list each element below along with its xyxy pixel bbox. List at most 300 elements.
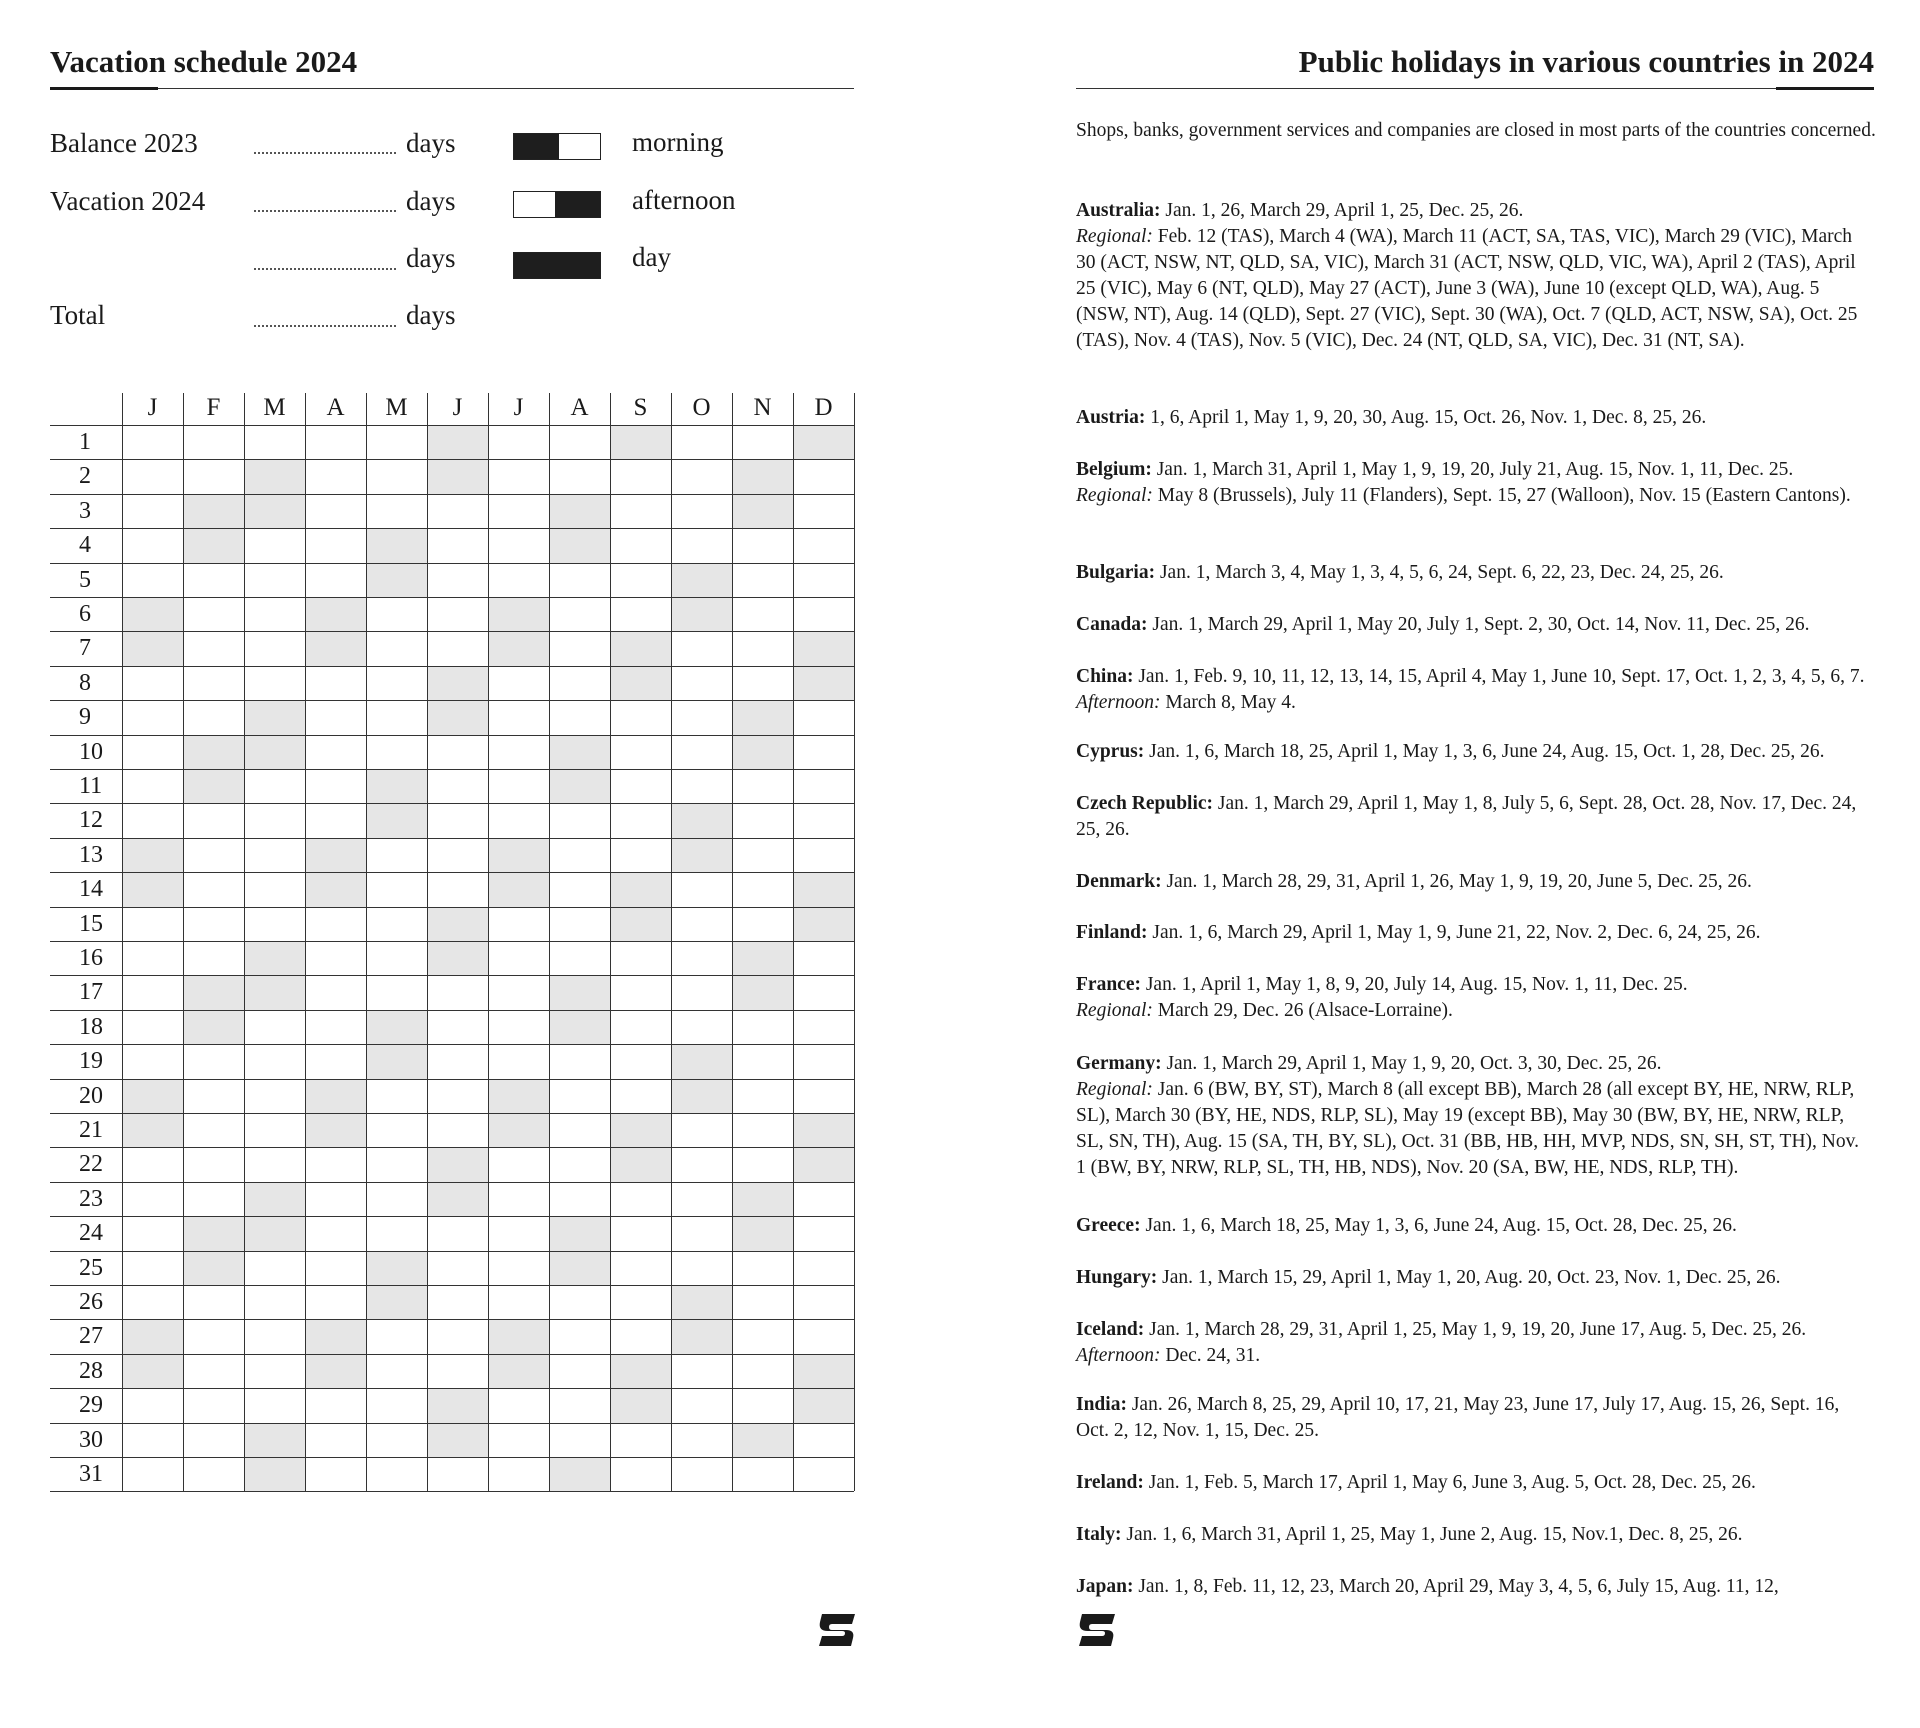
day-cell[interactable] — [610, 425, 671, 459]
day-cell[interactable] — [610, 1113, 671, 1147]
day-cell[interactable] — [549, 769, 610, 803]
day-cell[interactable] — [732, 494, 793, 528]
day-cell[interactable] — [793, 1216, 854, 1250]
day-cell[interactable] — [793, 700, 854, 734]
day-cell[interactable] — [305, 1251, 366, 1285]
day-cell[interactable] — [488, 1388, 549, 1422]
day-cell[interactable] — [610, 459, 671, 493]
day-cell[interactable] — [671, 907, 732, 941]
day-cell[interactable] — [183, 459, 244, 493]
day-cell[interactable] — [183, 1319, 244, 1353]
day-cell[interactable] — [183, 528, 244, 562]
day-cell[interactable] — [183, 1010, 244, 1044]
day-cell[interactable] — [610, 735, 671, 769]
day-cell[interactable] — [244, 803, 305, 837]
day-cell[interactable] — [366, 769, 427, 803]
day-cell[interactable] — [244, 872, 305, 906]
day-cell[interactable] — [549, 459, 610, 493]
day-cell[interactable] — [732, 1216, 793, 1250]
day-cell[interactable] — [122, 803, 183, 837]
day-cell[interactable] — [549, 1216, 610, 1250]
day-cell[interactable] — [671, 1216, 732, 1250]
day-cell[interactable] — [610, 1354, 671, 1388]
day-cell[interactable] — [488, 1216, 549, 1250]
day-cell[interactable] — [610, 838, 671, 872]
day-cell[interactable] — [183, 666, 244, 700]
day-cell[interactable] — [671, 735, 732, 769]
day-cell[interactable] — [488, 941, 549, 975]
day-cell[interactable] — [732, 1251, 793, 1285]
day-cell[interactable] — [122, 1388, 183, 1422]
day-cell[interactable] — [488, 1423, 549, 1457]
day-cell[interactable] — [610, 631, 671, 665]
day-cell[interactable] — [244, 1147, 305, 1181]
day-cell[interactable] — [183, 1079, 244, 1113]
day-cell[interactable] — [427, 735, 488, 769]
day-cell[interactable] — [183, 1113, 244, 1147]
day-cell[interactable] — [427, 838, 488, 872]
day-cell[interactable] — [305, 597, 366, 631]
day-cell[interactable] — [366, 597, 427, 631]
day-cell[interactable] — [488, 838, 549, 872]
day-cell[interactable] — [122, 597, 183, 631]
day-cell[interactable] — [793, 975, 854, 1009]
day-cell[interactable] — [305, 1354, 366, 1388]
day-cell[interactable] — [610, 563, 671, 597]
day-cell[interactable] — [793, 838, 854, 872]
day-cell[interactable] — [671, 425, 732, 459]
day-cell[interactable] — [305, 1147, 366, 1181]
day-cell[interactable] — [305, 975, 366, 1009]
day-cell[interactable] — [610, 1388, 671, 1422]
day-cell[interactable] — [427, 769, 488, 803]
day-cell[interactable] — [549, 1113, 610, 1147]
day-cell[interactable] — [549, 872, 610, 906]
day-cell[interactable] — [366, 1113, 427, 1147]
day-cell[interactable] — [427, 631, 488, 665]
day-cell[interactable] — [549, 1147, 610, 1181]
day-cell[interactable] — [183, 1354, 244, 1388]
day-cell[interactable] — [244, 1216, 305, 1250]
day-cell[interactable] — [366, 941, 427, 975]
day-cell[interactable] — [793, 735, 854, 769]
day-cell[interactable] — [488, 907, 549, 941]
day-cell[interactable] — [183, 563, 244, 597]
day-cell[interactable] — [305, 735, 366, 769]
day-cell[interactable] — [671, 838, 732, 872]
day-cell[interactable] — [366, 631, 427, 665]
day-cell[interactable] — [122, 494, 183, 528]
day-cell[interactable] — [122, 700, 183, 734]
day-cell[interactable] — [305, 459, 366, 493]
day-cell[interactable] — [427, 1147, 488, 1181]
day-cell[interactable] — [244, 631, 305, 665]
day-cell[interactable] — [244, 597, 305, 631]
day-cell[interactable] — [366, 563, 427, 597]
day-cell[interactable] — [427, 872, 488, 906]
day-cell[interactable] — [793, 1285, 854, 1319]
vacation-2024-field[interactable] — [254, 210, 396, 212]
day-cell[interactable] — [305, 1388, 366, 1422]
day-cell[interactable] — [183, 769, 244, 803]
day-cell[interactable] — [549, 1010, 610, 1044]
balance-2023-field[interactable] — [254, 152, 396, 154]
day-cell[interactable] — [122, 1423, 183, 1457]
day-cell[interactable] — [671, 1044, 732, 1078]
day-cell[interactable] — [610, 1182, 671, 1216]
day-cell[interactable] — [305, 700, 366, 734]
day-cell[interactable] — [244, 1079, 305, 1113]
day-cell[interactable] — [366, 803, 427, 837]
day-cell[interactable] — [488, 803, 549, 837]
day-cell[interactable] — [244, 941, 305, 975]
day-cell[interactable] — [244, 666, 305, 700]
day-cell[interactable] — [488, 563, 549, 597]
day-cell[interactable] — [610, 907, 671, 941]
day-cell[interactable] — [305, 1182, 366, 1216]
day-cell[interactable] — [610, 1079, 671, 1113]
day-cell[interactable] — [122, 1010, 183, 1044]
day-cell[interactable] — [244, 1423, 305, 1457]
day-cell[interactable] — [610, 528, 671, 562]
day-cell[interactable] — [305, 425, 366, 459]
day-cell[interactable] — [122, 459, 183, 493]
day-cell[interactable] — [671, 494, 732, 528]
day-cell[interactable] — [549, 1251, 610, 1285]
day-cell[interactable] — [732, 1147, 793, 1181]
day-cell[interactable] — [305, 1079, 366, 1113]
day-cell[interactable] — [488, 459, 549, 493]
day-cell[interactable] — [732, 838, 793, 872]
day-cell[interactable] — [549, 907, 610, 941]
day-cell[interactable] — [244, 459, 305, 493]
day-cell[interactable] — [122, 563, 183, 597]
day-cell[interactable] — [305, 528, 366, 562]
day-cell[interactable] — [427, 528, 488, 562]
day-cell[interactable] — [183, 1388, 244, 1422]
day-cell[interactable] — [793, 941, 854, 975]
day-cell[interactable] — [549, 1354, 610, 1388]
extra-days-field[interactable] — [254, 268, 396, 270]
day-cell[interactable] — [488, 666, 549, 700]
day-cell[interactable] — [793, 769, 854, 803]
day-cell[interactable] — [427, 1423, 488, 1457]
day-cell[interactable] — [427, 1319, 488, 1353]
day-cell[interactable] — [488, 872, 549, 906]
day-cell[interactable] — [305, 803, 366, 837]
day-cell[interactable] — [732, 1423, 793, 1457]
day-cell[interactable] — [610, 597, 671, 631]
day-cell[interactable] — [793, 459, 854, 493]
day-cell[interactable] — [122, 907, 183, 941]
day-cell[interactable] — [671, 597, 732, 631]
day-cell[interactable] — [122, 838, 183, 872]
day-cell[interactable] — [732, 459, 793, 493]
day-cell[interactable] — [793, 494, 854, 528]
day-cell[interactable] — [427, 1010, 488, 1044]
day-cell[interactable] — [793, 563, 854, 597]
day-cell[interactable] — [366, 975, 427, 1009]
day-cell[interactable] — [122, 1251, 183, 1285]
day-cell[interactable] — [244, 528, 305, 562]
day-cell[interactable] — [732, 1354, 793, 1388]
day-cell[interactable] — [244, 1182, 305, 1216]
day-cell[interactable] — [793, 872, 854, 906]
day-cell[interactable] — [305, 941, 366, 975]
day-cell[interactable] — [366, 872, 427, 906]
day-cell[interactable] — [549, 1285, 610, 1319]
day-cell[interactable] — [793, 803, 854, 837]
day-cell[interactable] — [488, 1285, 549, 1319]
day-cell[interactable] — [549, 838, 610, 872]
day-cell[interactable] — [671, 1147, 732, 1181]
day-cell[interactable] — [122, 1044, 183, 1078]
day-cell[interactable] — [427, 1044, 488, 1078]
day-cell[interactable] — [305, 631, 366, 665]
day-cell[interactable] — [732, 666, 793, 700]
day-cell[interactable] — [793, 631, 854, 665]
day-cell[interactable] — [488, 597, 549, 631]
day-cell[interactable] — [488, 1010, 549, 1044]
day-cell[interactable] — [732, 597, 793, 631]
day-cell[interactable] — [427, 425, 488, 459]
day-cell[interactable] — [122, 1113, 183, 1147]
day-cell[interactable] — [183, 735, 244, 769]
day-cell[interactable] — [366, 1182, 427, 1216]
day-cell[interactable] — [122, 1285, 183, 1319]
day-cell[interactable] — [732, 425, 793, 459]
day-cell[interactable] — [732, 1044, 793, 1078]
day-cell[interactable] — [793, 1354, 854, 1388]
day-cell[interactable] — [732, 907, 793, 941]
day-cell[interactable] — [732, 803, 793, 837]
day-cell[interactable] — [671, 1423, 732, 1457]
day-cell[interactable] — [183, 803, 244, 837]
day-cell[interactable] — [305, 1319, 366, 1353]
day-cell[interactable] — [671, 1457, 732, 1491]
day-cell[interactable] — [244, 1044, 305, 1078]
day-cell[interactable] — [427, 1285, 488, 1319]
day-cell[interactable] — [732, 872, 793, 906]
day-cell[interactable] — [244, 1010, 305, 1044]
day-cell[interactable] — [549, 735, 610, 769]
day-cell[interactable] — [183, 631, 244, 665]
day-cell[interactable] — [549, 700, 610, 734]
day-cell[interactable] — [305, 1010, 366, 1044]
day-cell[interactable] — [793, 1113, 854, 1147]
day-cell[interactable] — [122, 975, 183, 1009]
day-cell[interactable] — [244, 975, 305, 1009]
day-cell[interactable] — [549, 1388, 610, 1422]
day-cell[interactable] — [366, 459, 427, 493]
day-cell[interactable] — [488, 1147, 549, 1181]
day-cell[interactable] — [244, 1354, 305, 1388]
day-cell[interactable] — [366, 838, 427, 872]
day-cell[interactable] — [671, 563, 732, 597]
day-cell[interactable] — [183, 425, 244, 459]
day-cell[interactable] — [305, 1044, 366, 1078]
day-cell[interactable] — [366, 1457, 427, 1491]
day-cell[interactable] — [427, 700, 488, 734]
day-cell[interactable] — [366, 528, 427, 562]
day-cell[interactable] — [366, 1044, 427, 1078]
day-cell[interactable] — [244, 769, 305, 803]
day-cell[interactable] — [427, 1182, 488, 1216]
day-cell[interactable] — [732, 735, 793, 769]
day-cell[interactable] — [366, 1319, 427, 1353]
day-cell[interactable] — [671, 528, 732, 562]
day-cell[interactable] — [488, 1079, 549, 1113]
day-cell[interactable] — [732, 563, 793, 597]
day-cell[interactable] — [610, 666, 671, 700]
day-cell[interactable] — [122, 872, 183, 906]
day-cell[interactable] — [610, 872, 671, 906]
day-cell[interactable] — [244, 838, 305, 872]
day-cell[interactable] — [610, 975, 671, 1009]
day-cell[interactable] — [549, 1044, 610, 1078]
day-cell[interactable] — [793, 425, 854, 459]
day-cell[interactable] — [427, 597, 488, 631]
day-cell[interactable] — [183, 494, 244, 528]
day-cell[interactable] — [610, 1010, 671, 1044]
day-cell[interactable] — [366, 907, 427, 941]
day-cell[interactable] — [244, 1285, 305, 1319]
day-cell[interactable] — [183, 872, 244, 906]
day-cell[interactable] — [122, 941, 183, 975]
day-cell[interactable] — [244, 1319, 305, 1353]
day-cell[interactable] — [793, 597, 854, 631]
day-cell[interactable] — [610, 1423, 671, 1457]
day-cell[interactable] — [488, 494, 549, 528]
day-cell[interactable] — [549, 1423, 610, 1457]
day-cell[interactable] — [549, 597, 610, 631]
day-cell[interactable] — [122, 1147, 183, 1181]
day-cell[interactable] — [244, 735, 305, 769]
day-cell[interactable] — [427, 1113, 488, 1147]
day-cell[interactable] — [122, 666, 183, 700]
day-cell[interactable] — [122, 1182, 183, 1216]
day-cell[interactable] — [732, 528, 793, 562]
day-cell[interactable] — [732, 1010, 793, 1044]
day-cell[interactable] — [732, 700, 793, 734]
day-cell[interactable] — [671, 1182, 732, 1216]
day-cell[interactable] — [793, 1388, 854, 1422]
day-cell[interactable] — [549, 425, 610, 459]
total-field[interactable] — [254, 325, 396, 327]
day-cell[interactable] — [427, 941, 488, 975]
day-cell[interactable] — [366, 1079, 427, 1113]
day-cell[interactable] — [793, 1182, 854, 1216]
day-cell[interactable] — [305, 872, 366, 906]
day-cell[interactable] — [732, 1079, 793, 1113]
day-cell[interactable] — [183, 1147, 244, 1181]
day-cell[interactable] — [671, 1388, 732, 1422]
day-cell[interactable] — [427, 803, 488, 837]
day-cell[interactable] — [305, 1216, 366, 1250]
day-cell[interactable] — [366, 1388, 427, 1422]
day-cell[interactable] — [549, 494, 610, 528]
day-cell[interactable] — [549, 1079, 610, 1113]
day-cell[interactable] — [732, 1319, 793, 1353]
day-cell[interactable] — [244, 1251, 305, 1285]
day-cell[interactable] — [427, 459, 488, 493]
day-cell[interactable] — [305, 494, 366, 528]
day-cell[interactable] — [244, 1388, 305, 1422]
day-cell[interactable] — [427, 1079, 488, 1113]
day-cell[interactable] — [671, 1079, 732, 1113]
day-cell[interactable] — [122, 425, 183, 459]
day-cell[interactable] — [610, 769, 671, 803]
day-cell[interactable] — [488, 735, 549, 769]
day-cell[interactable] — [427, 1251, 488, 1285]
day-cell[interactable] — [488, 1251, 549, 1285]
day-cell[interactable] — [793, 1251, 854, 1285]
day-cell[interactable] — [549, 563, 610, 597]
day-cell[interactable] — [366, 494, 427, 528]
day-cell[interactable] — [244, 1113, 305, 1147]
day-cell[interactable] — [427, 666, 488, 700]
day-cell[interactable] — [549, 1319, 610, 1353]
day-cell[interactable] — [427, 1216, 488, 1250]
day-cell[interactable] — [488, 769, 549, 803]
day-cell[interactable] — [122, 631, 183, 665]
day-cell[interactable] — [183, 1044, 244, 1078]
day-cell[interactable] — [122, 1216, 183, 1250]
day-cell[interactable] — [549, 666, 610, 700]
day-cell[interactable] — [427, 494, 488, 528]
day-cell[interactable] — [488, 1044, 549, 1078]
day-cell[interactable] — [427, 975, 488, 1009]
day-cell[interactable] — [488, 1319, 549, 1353]
day-cell[interactable] — [183, 838, 244, 872]
day-cell[interactable] — [793, 1044, 854, 1078]
day-cell[interactable] — [732, 941, 793, 975]
day-cell[interactable] — [183, 941, 244, 975]
day-cell[interactable] — [183, 907, 244, 941]
day-cell[interactable] — [671, 975, 732, 1009]
day-cell[interactable] — [122, 1319, 183, 1353]
day-cell[interactable] — [183, 975, 244, 1009]
day-cell[interactable] — [732, 1113, 793, 1147]
day-cell[interactable] — [488, 631, 549, 665]
day-cell[interactable] — [305, 769, 366, 803]
day-cell[interactable] — [671, 941, 732, 975]
day-cell[interactable] — [671, 631, 732, 665]
day-cell[interactable] — [366, 666, 427, 700]
day-cell[interactable] — [732, 1285, 793, 1319]
day-cell[interactable] — [488, 1182, 549, 1216]
day-cell[interactable] — [305, 1423, 366, 1457]
day-cell[interactable] — [488, 528, 549, 562]
day-cell[interactable] — [610, 1285, 671, 1319]
day-cell[interactable] — [732, 631, 793, 665]
day-cell[interactable] — [671, 1285, 732, 1319]
day-cell[interactable] — [671, 1319, 732, 1353]
day-cell[interactable] — [671, 1010, 732, 1044]
day-cell[interactable] — [183, 1182, 244, 1216]
day-cell[interactable] — [793, 1079, 854, 1113]
day-cell[interactable] — [183, 1216, 244, 1250]
day-cell[interactable] — [549, 528, 610, 562]
day-cell[interactable] — [305, 1285, 366, 1319]
day-cell[interactable] — [671, 1113, 732, 1147]
day-cell[interactable] — [366, 425, 427, 459]
day-cell[interactable] — [793, 1010, 854, 1044]
day-cell[interactable] — [488, 425, 549, 459]
day-cell[interactable] — [366, 1423, 427, 1457]
day-cell[interactable] — [671, 872, 732, 906]
day-cell[interactable] — [549, 1182, 610, 1216]
